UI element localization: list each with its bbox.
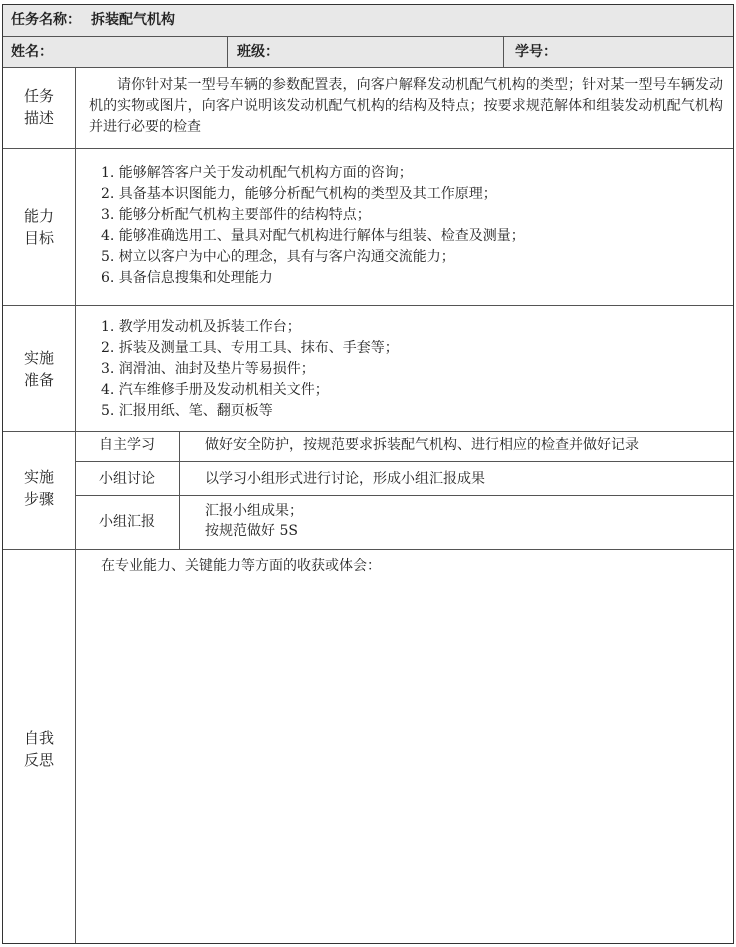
preparation-list — [101, 317, 723, 422]
step-detail: 以学习小组形式进行讨论，形成小组汇报成果 — [205, 471, 485, 487]
task-title-row — [3, 5, 733, 36]
step-detail: 做好安全防护，按规范要求拆装配气机构、进行相应的检查并做好记录 — [205, 437, 639, 453]
task-form — [2, 4, 734, 944]
list-item: 1. 能够解答客户关于发动机配气机构方面的咨询； — [101, 165, 413, 181]
steps-label: 实施 步骤 — [23, 468, 54, 508]
class-field-label: 班级： — [237, 44, 279, 60]
step-name: 自主学习 — [99, 437, 155, 453]
student-info-row — [3, 37, 733, 67]
divider — [227, 37, 228, 67]
divider — [75, 495, 733, 496]
step-detail: 按规范做好 5S — [205, 523, 298, 539]
ability-label: 能力 目标 — [23, 207, 54, 247]
list-item: 3. 能够分析配气机构主要部件的结构特点； — [101, 207, 371, 223]
description-text: 请你针对某一型号车辆的参数配置表，向客户解释发动机配气机构的类型；针对某一型号车辆发动机的实物或图片，向客户说明该发动机配气机构的结构及特点；按要求规范解体和组装发动机配气机构并进行必要的检查 — [89, 77, 723, 135]
name-field-label: 姓名： — [11, 44, 53, 60]
list-item: 4. 汽车维修手册及发动机相关文件； — [101, 382, 329, 398]
divider — [3, 431, 733, 432]
divider — [3, 67, 733, 68]
list-item: 4. 能够准确选用工、量具对配气机构进行解体与组装、检查及测量； — [101, 228, 525, 244]
divider — [179, 431, 180, 549]
step-name: 小组讨论 — [99, 471, 155, 487]
task-name-label: 任务名称： — [11, 12, 81, 28]
list-item: 3. 润滑油、油封及垫片等易损件； — [101, 361, 315, 377]
divider — [75, 461, 733, 462]
reflection-prompt: 在专业能力、关键能力等方面的收获或体会： — [101, 558, 381, 574]
divider — [503, 37, 504, 67]
list-item: 2. 拆装及测量工具、专用工具、抹布、手套等； — [101, 340, 399, 356]
divider — [3, 148, 733, 149]
list-item: 2. 具备基本识图能力，能够分析配气机构的类型及其工作原理； — [101, 186, 497, 202]
ability-list — [101, 163, 723, 289]
task-name-value: 拆装配气机构 — [91, 12, 175, 28]
list-item: 5. 汇报用纸、笔、翻页板等 — [101, 403, 273, 419]
reflection-label: 自我 反思 — [23, 729, 54, 769]
list-item: 5. 树立以客户为中心的理念，具有与客户沟通交流能力； — [101, 249, 455, 265]
step-name: 小组汇报 — [99, 514, 155, 530]
list-item: 1. 教学用发动机及拆装工作台； — [101, 319, 301, 335]
divider — [3, 305, 733, 306]
step-detail: 汇报小组成果； — [205, 503, 303, 519]
preparation-label: 实施 准备 — [23, 349, 54, 389]
divider — [3, 549, 733, 550]
student-id-field-label: 学号： — [515, 44, 557, 60]
reflection-answer-area[interactable] — [76, 581, 733, 943]
description-label: 任务 描述 — [23, 87, 54, 127]
list-item: 6. 具备信息搜集和处理能力 — [101, 270, 273, 286]
